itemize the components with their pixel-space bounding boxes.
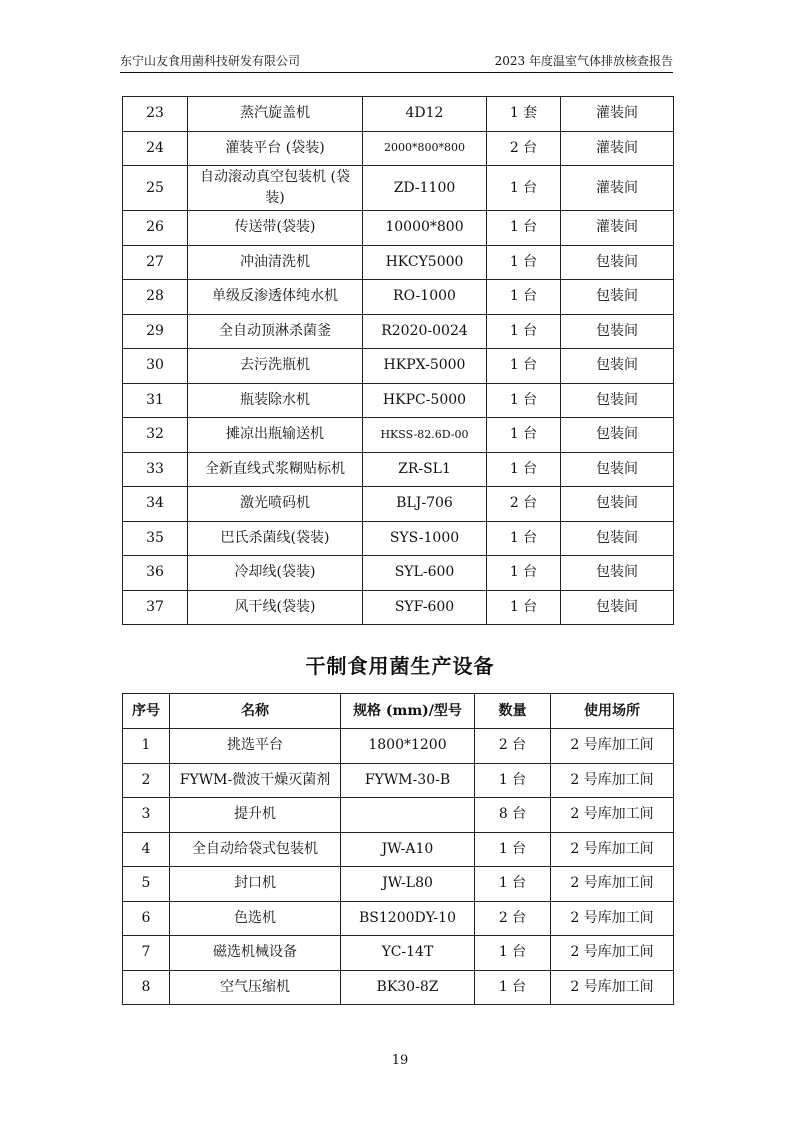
cell-spec: FYWM-30-B (341, 763, 475, 798)
cell-no: 27 (123, 245, 188, 280)
cell-qty: 1 台 (487, 280, 561, 315)
cell-qty: 1 台 (475, 763, 551, 798)
cell-name: 封口机 (170, 867, 341, 902)
cell-name: 挑选平台 (170, 729, 341, 764)
cell-spec: BS1200DY-10 (341, 901, 475, 936)
cell-spec: RO-1000 (363, 280, 487, 315)
cell-qty: 1 台 (487, 418, 561, 453)
table-row (123, 97, 674, 132)
cell-qty: 1 台 (487, 590, 561, 625)
cell-name: 自动滚动真空包装机 (袋 装) (188, 166, 363, 211)
cell-spec: BK30-8Z (341, 970, 475, 1005)
cell-qty: 1 台 (487, 383, 561, 418)
cell-spec: HKCY5000 (363, 245, 487, 280)
cell-no: 34 (123, 487, 188, 522)
cell-no: 29 (123, 314, 188, 349)
table-row (123, 798, 674, 833)
cell-spec: 4D12 (363, 97, 487, 132)
cell-place: 包装间 (561, 452, 674, 487)
cell-place: 2 号库加工间 (551, 901, 674, 936)
cell-no: 26 (123, 211, 188, 246)
cell-no: 25 (123, 166, 188, 211)
cell-spec: JW-A10 (341, 832, 475, 867)
cell-no: 3 (123, 798, 170, 833)
cell-no: 5 (123, 867, 170, 902)
cell-spec: SYL-600 (363, 556, 487, 591)
table-row (123, 487, 674, 522)
cell-qty: 1 台 (487, 314, 561, 349)
cell-spec: BLJ-706 (363, 487, 487, 522)
cell-spec: JW-L80 (341, 867, 475, 902)
cell-name: 色选机 (170, 901, 341, 936)
table-row (123, 970, 674, 1005)
cell-no: 37 (123, 590, 188, 625)
cell-qty: 1 台 (475, 832, 551, 867)
cell-place: 灌装间 (561, 166, 674, 211)
cell-name: 蒸汽旋盖机 (188, 97, 363, 132)
company-name: 东宁山友食用菌科技研发有限公司 (120, 54, 301, 68)
table-row (123, 383, 674, 418)
table-row (123, 211, 674, 246)
page-number: 19 (391, 1053, 409, 1068)
table-row (123, 763, 674, 798)
cell-qty: 1 套 (487, 97, 561, 132)
cell-no: 36 (123, 556, 188, 591)
cell-place: 包装间 (561, 487, 674, 522)
cell-spec: ZR-SL1 (363, 452, 487, 487)
cell-no: 33 (123, 452, 188, 487)
cell-place: 包装间 (561, 521, 674, 556)
cell-place: 2 号库加工间 (551, 729, 674, 764)
table-row (123, 832, 674, 867)
cell-place: 灌装间 (561, 97, 674, 132)
cell-name: 磁选机械设备 (170, 936, 341, 971)
cell-qty: 2 台 (487, 131, 561, 166)
cell-no: 1 (123, 729, 170, 764)
cell-place: 2 号库加工间 (551, 867, 674, 902)
cell-spec: HKPC-5000 (363, 383, 487, 418)
cell-place: 包装间 (561, 590, 674, 625)
cell-qty: 1 台 (475, 936, 551, 971)
cell-name: 单级反渗透体纯水机 (188, 280, 363, 315)
cell-name: 风干线(袋装) (188, 590, 363, 625)
cell-place: 灌装间 (561, 131, 674, 166)
table-row (123, 936, 674, 971)
cell-place: 包装间 (561, 280, 674, 315)
table-row (123, 556, 674, 591)
cell-no: 32 (123, 418, 188, 453)
equipment-table-continued (122, 96, 674, 625)
header-no: 序号 (123, 694, 170, 729)
cell-no: 23 (123, 97, 188, 132)
cell-qty: 2 台 (475, 901, 551, 936)
cell-no: 35 (123, 521, 188, 556)
table-row (123, 418, 674, 453)
cell-qty: 1 台 (487, 211, 561, 246)
table-row (123, 314, 674, 349)
header-qty: 数量 (475, 694, 551, 729)
cell-place: 包装间 (561, 418, 674, 453)
cell-spec: 10000*800 (363, 211, 487, 246)
cell-name: 冷却线(袋装) (188, 556, 363, 591)
cell-spec: SYF-600 (363, 590, 487, 625)
cell-name: 传送带(袋装) (188, 211, 363, 246)
cell-name: 激光喷码机 (188, 487, 363, 522)
cell-name: 全自动顶淋杀菌釜 (188, 314, 363, 349)
table-row (123, 521, 674, 556)
cell-place: 包装间 (561, 245, 674, 280)
table-row (123, 867, 674, 902)
cell-name: 巴氏杀菌线(袋装) (188, 521, 363, 556)
table-row (123, 166, 674, 211)
cell-no: 4 (123, 832, 170, 867)
cell-qty: 1 台 (487, 349, 561, 384)
header-place: 使用场所 (551, 694, 674, 729)
cell-no: 30 (123, 349, 188, 384)
table-row (123, 729, 674, 764)
cell-name: 摊凉出瓶输送机 (188, 418, 363, 453)
cell-spec (341, 798, 475, 833)
table-row (123, 901, 674, 936)
cell-place: 包装间 (561, 556, 674, 591)
table-row (123, 590, 674, 625)
cell-qty: 2 台 (475, 729, 551, 764)
cell-name: FYWM-微波干燥灭菌剂 (170, 763, 341, 798)
cell-place: 2 号库加工间 (551, 936, 674, 971)
cell-name: 灌装平台 (袋装) (188, 131, 363, 166)
cell-name: 全新直线式浆糊贴标机 (188, 452, 363, 487)
table-row (123, 280, 674, 315)
table-row (123, 452, 674, 487)
header-spec: 规格 (mm)/型号 (341, 694, 475, 729)
cell-place: 包装间 (561, 349, 674, 384)
cell-place: 2 号库加工间 (551, 798, 674, 833)
table-row (123, 131, 674, 166)
cell-qty: 1 台 (487, 245, 561, 280)
cell-qty: 8 台 (475, 798, 551, 833)
cell-no: 6 (123, 901, 170, 936)
cell-place: 2 号库加工间 (551, 763, 674, 798)
drying-equipment-table (122, 693, 674, 1005)
cell-no: 8 (123, 970, 170, 1005)
cell-name: 瓶装除水机 (188, 383, 363, 418)
page-header (120, 52, 673, 73)
cell-spec: YC-14T (341, 936, 475, 971)
cell-spec: HKSS-82.6D-00 (363, 418, 487, 453)
report-title: 2023 年度温室气体排放核查报告 (494, 54, 673, 68)
cell-spec: 1800*1200 (341, 729, 475, 764)
cell-qty: 1 台 (475, 970, 551, 1005)
cell-place: 包装间 (561, 383, 674, 418)
cell-no: 28 (123, 280, 188, 315)
cell-qty: 1 台 (487, 452, 561, 487)
cell-name: 提升机 (170, 798, 341, 833)
cell-spec: SYS-1000 (363, 521, 487, 556)
cell-place: 包装间 (561, 314, 674, 349)
cell-no: 24 (123, 131, 188, 166)
table-row (123, 245, 674, 280)
cell-spec: ZD-1100 (363, 166, 487, 211)
cell-spec: 2000*800*800 (363, 131, 487, 166)
cell-no: 2 (123, 763, 170, 798)
cell-qty: 1 台 (487, 166, 561, 211)
cell-name: 去污洗瓶机 (188, 349, 363, 384)
cell-spec: HKPX-5000 (363, 349, 487, 384)
cell-place: 2 号库加工间 (551, 832, 674, 867)
cell-place: 灌装间 (561, 211, 674, 246)
cell-place: 2 号库加工间 (551, 970, 674, 1005)
cell-qty: 2 台 (487, 487, 561, 522)
cell-name: 冲油清洗机 (188, 245, 363, 280)
cell-name: 空气压缩机 (170, 970, 341, 1005)
table-row (123, 349, 674, 384)
cell-no: 31 (123, 383, 188, 418)
table-header-row (123, 694, 674, 729)
cell-name: 全自动给袋式包装机 (170, 832, 341, 867)
cell-no: 7 (123, 936, 170, 971)
cell-spec: R2020-0024 (363, 314, 487, 349)
header-name: 名称 (170, 694, 341, 729)
cell-qty: 1 台 (487, 556, 561, 591)
cell-qty: 1 台 (475, 867, 551, 902)
cell-qty: 1 台 (487, 521, 561, 556)
section-title: 干制食用菌生产设备 (305, 654, 495, 678)
